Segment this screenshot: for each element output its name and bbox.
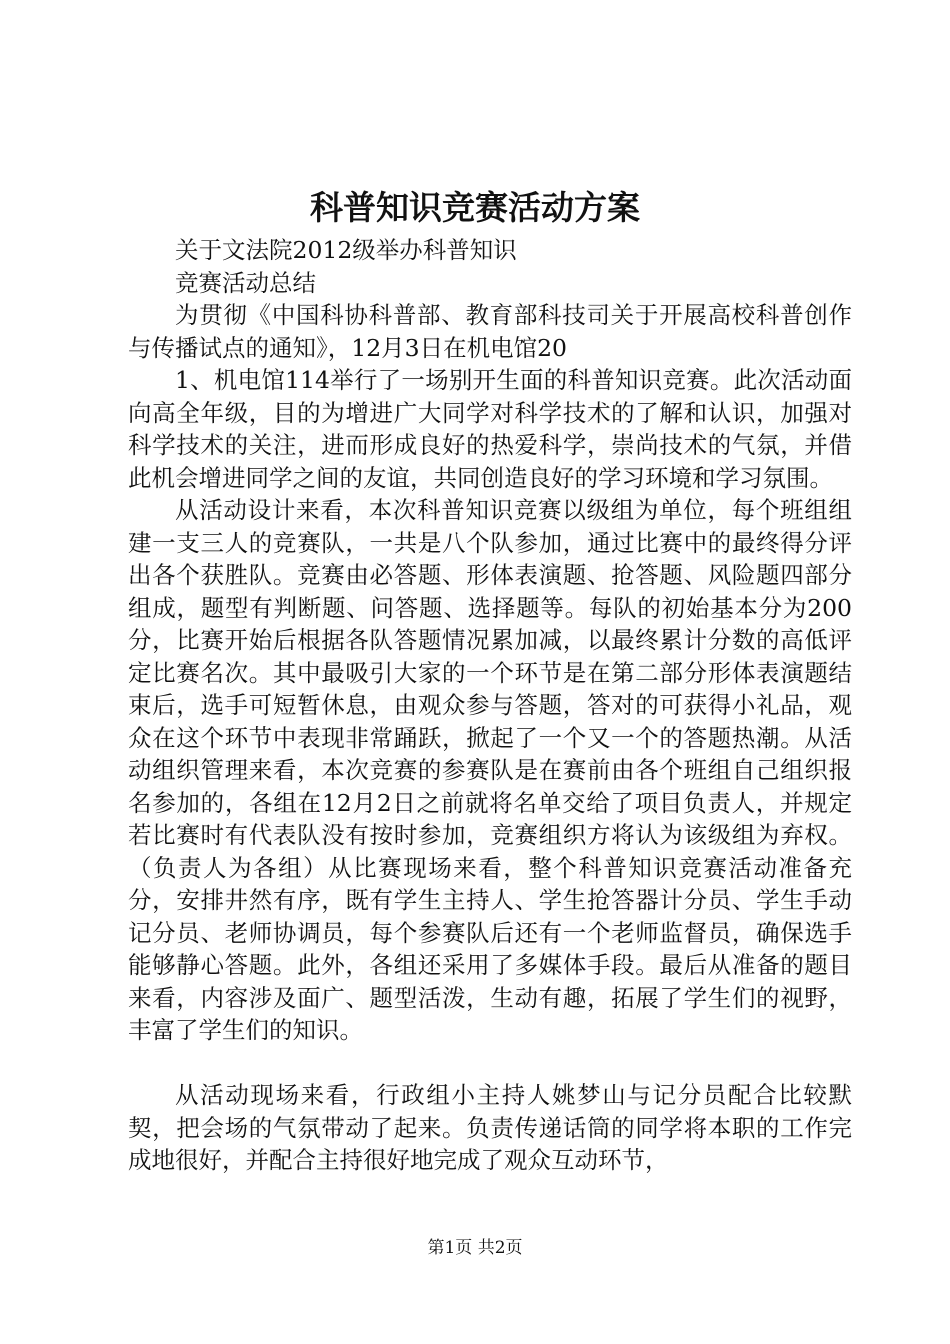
paragraph-3: 从活动设计来看，本次科普知识竞赛以级组为单位，每个班组组建一支三人的竞赛队，一共是八个队参加，通过比赛中的最终得分评出各个获胜队。竞赛由必答题、形体表演题、抢答题、风险题四部分组成，题型有判断题、问答题、选择题等。每队的初始基本分为200分，比赛开始后根据各队答题情况累加减，以最终累计分数的高低评定比赛名次。其中最吸引大家的一个环节是在第二部分形体表演题结束后，选手可短暂休息，由观众参与答题，答对的可获得小礼品，观众在这个环节中表现非常踊跃，掀起了一个又一个的答题热潮。从活动组织管理来看，本次竞赛的参赛队是在赛前由各个班组自己组织报名参加的，各组在12月2日之前就将名单交给了项目负责人，并规定若比赛时有代表队没有按时参加，竞赛组织方将认为该级组为弃权。（负责人为各组）从比赛现场来看，整个科普知识竞赛活动准备充分，安排井然有序，既有学生主持人、学生抢答器计分员、学生手动记分员、老师协调员，每个参赛队后还有一个老师监督员，确保选手能够静心答题。此外，各组还采用了多媒体手段。最后从准备的题目来看，内容涉及面广、题型活泼，生动有趣，拓展了学生们的视野，丰富了学生们的知识。 <box>128 496 852 1044</box>
paragraph-spacer <box>128 1047 852 1080</box>
subtitle-line-2: 竞赛活动总结 <box>175 268 316 297</box>
paragraph-2: 1、机电馆114举行了一场别开生面的科普知识竞赛。此次活动面向高全年级，目的为增进广大同学对科学技术的了解和认识，加强对科学技术的关注，进而形成良好的热爱科学，崇尚技术的气氛，并借此机会增进同学之间的友谊，共同创造良好的学习环境和学习氛围。 <box>128 366 852 492</box>
document-title: 科普知识竞赛活动方案 <box>310 188 640 227</box>
paragraph-1: 为贯彻《中国科协科普部、教育部科技司关于开展高校科普创作与传播试点的通知》，12月3日在机电馆20 <box>128 301 852 362</box>
subtitle-line-1: 关于文法院2012级举办科普知识 <box>175 236 517 264</box>
paragraph-4: 从活动现场来看，行政组小主持人姚梦山与记分员配合比较默契，把会场的气氛带动了起来。负责传递话筒的同学将本职的工作完成地很好，并配合主持很好地完成了观众互动环节， <box>128 1081 852 1174</box>
page-footer: 第1页 共2页 <box>427 1238 523 1258</box>
document-body <box>128 234 852 1177</box>
